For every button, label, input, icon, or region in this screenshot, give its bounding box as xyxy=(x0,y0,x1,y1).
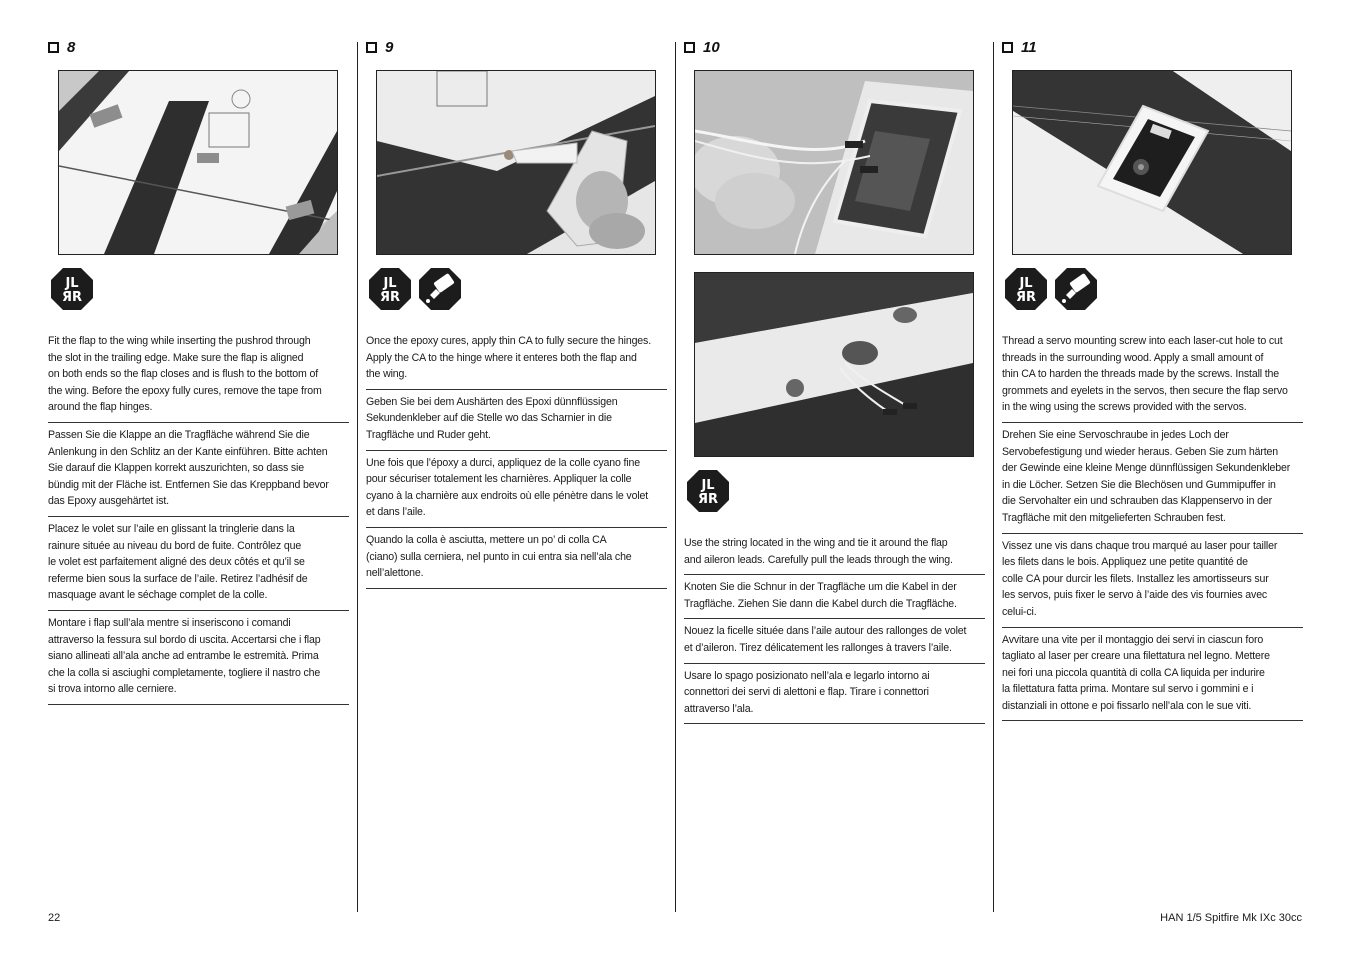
instruction-en: Thread a servo mounting screw into each laser-cut hole to cut threads in the surrounding wood. Apply a small amount of thin CA to harden the threads made by the screws. Install the grommets and eyelets in the servos, then secure the flap servo in the wing using the screws provided with the servos. xyxy=(1002,329,1303,423)
checkbox-icon[interactable] xyxy=(1002,42,1013,53)
glue-icon xyxy=(1054,267,1098,311)
step-10-instructions xyxy=(684,531,985,724)
tool-icons xyxy=(368,267,667,311)
instruction-de: Passen Sie die Klappe an die Tragfläche während Sie die Anlenkung in den Schlitz an der Kante einführen. Bitte achten Sie darauf die Klappen korrekt auszurichten, so dass sie bündig mit der Fläche ist. Entfernen Sie das Kreppband bevor das Epoxy ausgehärtet ist. xyxy=(48,423,349,517)
hinge-icon xyxy=(368,267,412,311)
glue-icon xyxy=(418,267,462,311)
step-number: 10 xyxy=(703,38,720,56)
hinge-icon xyxy=(1004,267,1048,311)
step-10-photo-b xyxy=(694,272,974,457)
step-11-photo xyxy=(1012,70,1292,255)
instruction-it: Quando la colla è asciutta, mettere un po’ di colla CA (ciano) sulla cerniera, nel punto in cui entra sia nell’ala che nell’alettone. xyxy=(366,528,667,589)
page-number: 22 xyxy=(48,912,61,924)
instruction-fr: Placez le volet sur l’aile en glissant la tringlerie dans la rainure située au niveau du bord de fuite. Contrôlez que le volet est parfaitement aligné des deux côtés et qu’il se referme bien sous la surface de l’aile. Retirez l’adhésif de masquage avant le séchage complet de la colle. xyxy=(48,517,349,611)
tool-icons xyxy=(1004,267,1303,311)
svg-text:JL: JL xyxy=(65,276,79,291)
instruction-en: Use the string located in the wing and tie it around the flap and aileron leads. Carefully pull the leads through the wing. xyxy=(684,531,985,575)
instruction-en: Fit the flap to the wing while inserting the pushrod through the slot in the trailing edge. Make sure the flap is aligned on both ends so the flap closes and is flush to the bottom of the wing. Before the epoxy fully cures, remove the tape from around the flap hinges. xyxy=(48,329,349,423)
hinge-icon xyxy=(50,267,94,311)
instruction-de: Knoten Sie die Schnur in der Tragfläche um die Kabel in der Tragfläche. Ziehen Sie dann die Kabel durch die Tragfläche. xyxy=(684,575,985,619)
svg-text:JL: JL xyxy=(701,478,715,493)
instruction-en: Once the epoxy cures, apply thin CA to fully secure the hinges. Apply the CA to the hinge where it enteres both the flap and the wing. xyxy=(366,329,667,390)
hinge-icon xyxy=(686,469,730,513)
step-10-column xyxy=(684,36,985,724)
svg-text:ЯR: ЯR xyxy=(697,492,719,507)
step-8-instructions xyxy=(48,329,349,705)
step-8-header xyxy=(48,36,349,58)
instruction-it: Avvitare una vite per il montaggio dei servi in ciascun foro tagliato al laser per creare una filettatura nel legno. Mettere nei fori una piccola quantità di colla CA liquida per indurire la filettatura fatta prima. Montare sul servo i gommini e i distanziali in ottone e poi fissarlo nell’ala con le sue viti. xyxy=(1002,628,1303,722)
svg-text:ЯR: ЯR xyxy=(379,290,401,305)
step-10-header xyxy=(684,36,985,58)
step-9-header xyxy=(366,36,667,58)
instruction-fr: Nouez la ficelle située dans l’aile autour des rallonges de volet et d’aileron. Tirez délicatement les rallonges à travers l’aile. xyxy=(684,619,985,663)
step-11-instructions xyxy=(1002,329,1303,721)
instruction-de: Drehen Sie eine Servoschraube in jedes Loch der Servobefestigung und wieder heraus. Geben Sie zum härten der Gewinde eine kleine Menge dünnflüssigen Sekundenkleber in die Löcher. Setzen Sie die Blechösen und Gummipuffer in die Servohalter ein und schrauben das Klappenservo in der Tragfläche mit den mitgelieferten Schrauben fest. xyxy=(1002,423,1303,534)
svg-text:ЯR: ЯR xyxy=(1015,290,1037,305)
column-divider xyxy=(675,42,676,912)
tool-icons xyxy=(50,267,349,311)
instruction-fr: Une fois que l’époxy a durci, appliquez de la colle cyano fine pour sécuriser totalement les charnières. Appliquer la colle cyano à la charnière aux endroits où elle pénètre dans le volet et dans l’aile. xyxy=(366,451,667,528)
step-9-column xyxy=(366,36,667,589)
instruction-de: Geben Sie bei dem Aushärten des Epoxi dünnflüssigen Sekundenkleber auf die Stelle wo das Scharnier in die Tragfläche und Ruder geht. xyxy=(366,390,667,451)
step-11-header xyxy=(1002,36,1303,58)
step-9-instructions xyxy=(366,329,667,589)
step-10-photo-a xyxy=(694,70,974,255)
step-number: 8 xyxy=(67,38,76,56)
svg-text:JL: JL xyxy=(1019,276,1033,291)
svg-text:JL: JL xyxy=(383,276,397,291)
step-8-photo xyxy=(58,70,338,255)
svg-text:ЯR: ЯR xyxy=(61,290,83,305)
checkbox-icon[interactable] xyxy=(684,42,695,53)
instruction-it: Usare lo spago posizionato nell’ala e legarlo intorno ai connettori dei servi di alettoni e flap. Tirare i connettori attraverso l’ala. xyxy=(684,664,985,725)
step-11-column xyxy=(1002,36,1303,721)
step-number: 11 xyxy=(1021,38,1037,56)
document-title: HAN 1/5 Spitfire Mk IXc 30cc xyxy=(1160,912,1302,924)
column-divider xyxy=(357,42,358,912)
checkbox-icon[interactable] xyxy=(366,42,377,53)
column-divider xyxy=(993,42,994,912)
tool-icons xyxy=(686,469,985,513)
checkbox-icon[interactable] xyxy=(48,42,59,53)
step-9-photo xyxy=(376,70,656,255)
instruction-it: Montare i flap sull’ala mentre si inseriscono i comandi attraverso la fessura sul bordo di uscita. Accertarsi che i flap siano allineati all’ala anche ad entrambe le estremità. Prima che la colla si asciughi completamente, togliere il nastro che si trova intorno alle cerniere. xyxy=(48,611,349,705)
step-8-column xyxy=(48,36,349,705)
instruction-fr: Vissez une vis dans chaque trou marqué au laser pour tailler les filets dans le bois. Appliquez une petite quantité de colle CA pour durcir les filets. Installez les amortisseurs sur les servos, puis fixer le servo à l’aide des vis fournies avec celui-ci. xyxy=(1002,534,1303,628)
step-number: 9 xyxy=(385,38,394,56)
